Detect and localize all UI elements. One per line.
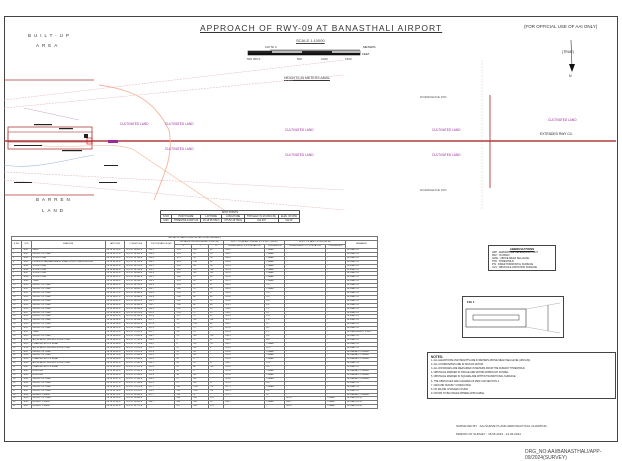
sub-header: PERMISSIBLE TOP ELEVATION	[224, 245, 265, 249]
obstacle-table	[11, 236, 378, 409]
note-item: 7. GROUND SURVEY CONDUCTED.	[431, 383, 472, 387]
table-row: 16 5016 GROUP OF TREE 26 18 34.55 N 075 52 18.286 E 318.5 -132 73 23 319.4 7.2 - - NOTAM V.S.	[12, 307, 378, 311]
figure-label: FIG 1	[467, 300, 475, 304]
table-row: 8 5008 STRUCTURE 26 18 34.91 N 075 52 18.381 E 315.1 -368 78 38 322.8 CLEAR - - NOTAM V.S.	[12, 276, 378, 280]
abbreviation-item: ARP : AERODROME REFERENCE POINT	[492, 251, 538, 254]
obstacle-table-title: OBSTACLE TABLE (IDENTIFICATION INSTRUMENT)	[12, 237, 378, 241]
note-item: 1. ALL ELEVATIONS AND HEIGHTS ARE IN METERS ABOVE MEAN SEA LEVEL (WGS-84).	[431, 359, 531, 363]
built-up-label-1: BUILT-UP	[28, 33, 72, 38]
table-row: 27 5027 GROUP OF TREE 26 18 33.82 N 075 52 17.612 E 312.8 13 -91 - 312.8 CLEAR - - NOTAM APP. FUNNEL	[12, 350, 378, 354]
surveyed-by: SURVEYED BY : AAI SURVEYS AND AERONAUTICAL CHARTING	[456, 424, 547, 428]
zone-label: CULTIVATED LAND	[120, 122, 149, 126]
abbreviation-item: AMSL : ABOVE MEAN SEA LEVEL	[492, 257, 530, 260]
abbreviations-box	[488, 245, 556, 271]
table-row: 28 5028 GROUP OF TREE 26 18 33.76 N 075 52 17.555 E 312.5 21 -92 - 312.5 CLEAR - - NOTAM APP. FUNNEL	[12, 354, 378, 358]
col-header: W.R.T. 1.6 (A) APP FUNNEL & 1.6 (W.T.) (IN M.)	[224, 241, 285, 245]
note-item: 8. NO MAJOR CHANGES FOUND.	[431, 387, 469, 391]
svg-text:METERS: METERS	[363, 45, 376, 49]
spot-header: POINT NAME	[171, 215, 200, 219]
table-row: 5 5005 STRUCTURE 26 18 35.02 N 075 52 18.211 E 313.1 -451 -87 -87 322.3 CLEAR - - NOTAM V.S.	[12, 264, 378, 268]
table-row: 33 5033 BUILDING 26 18 33.43 N 075 52 17.254 E 322.9 38 -64 - 322.9 CLEAR - - NOTAM APP. FUNNEL	[12, 374, 378, 378]
table-row: 15 5015 GROUP OF TREE 26 18 34.59 N 075 52 18.309 E 319.2 -146 86 86 323.1 8.6 - - NOTAM V.S.	[12, 303, 378, 307]
drawing-number: DRG_NO:AAI/BANASTHALI/APP-09/2024(SURVEY)	[525, 449, 602, 461]
sub-header: PERMISSIBLE TOP ELEVATION	[285, 245, 326, 249]
table-row: 17 5017 GROUP OF TREE 26 18 34.48 N 075 52 18.223 E 322.0 -126 72 22 319.2 9.1 - - NOTAM V.S.	[12, 311, 378, 315]
zone-label: CULTIVATED LAND	[432, 128, 461, 132]
sub-header: Y1	[209, 245, 224, 249]
table-row: 38 5038 MOBILE TOWER 26 18 33.11 N 075 52 16.954 E 327.7 136 -6 - 327.7 3.7 - - NOTAM APP. FUNNEL	[12, 393, 378, 397]
notes-box	[427, 352, 616, 399]
zone-label: CULTIVATED LAND	[285, 153, 314, 157]
spot-points-table	[160, 210, 300, 223]
table-row: 30 5030 APPROACH LIGHTING STRUCTURE 26 18 33.63 N 075 52 17.432 E 315.7 28 18 21 316.7 11.4 - - NOTAM V.S.	[12, 362, 378, 366]
scale-label: SCALE 1:10000	[296, 38, 325, 43]
table-row: 10 5010 GROUP OF TREE 26 18 34.81 N 075 52 18.123 E 320.3 -303 97 97 326.4 3.9 - - NOTAM V.S.	[12, 284, 378, 288]
spot-header: LONGITUDE	[222, 215, 245, 219]
note-item: 4. OBSTACLE MARKED IN CIRCLE ARE WITHIN APPROACH FUNNEL.	[431, 371, 510, 375]
table-row: 20 5020 GROUP OF TREE 26 18 34.28 N 075 52 18.042 E 327.8 -20 135 96 328.7 3.7 - - NOTAM V.S.	[12, 323, 378, 327]
note-item: 3. ALL DISTANCES ARE MEASURED IN METERS FROM THE RUNWAY THRESHOLD.	[431, 367, 526, 371]
spot-header: ELEV. OF R/W	[279, 215, 300, 219]
col-header: W.R.T. 1.6 (A,B,C,D,G,H) (IN M.)	[285, 241, 346, 245]
table-row: 25 5025 CHARTED BLOCK ROAD 26 18 33.96 N 075 52 17.733 E 314.0 6 -59 -21 320.2 CLEAR - - NOTAM V.S.	[12, 342, 378, 346]
note-item: 2. ALL COORDINATES ARE IN WGS-84 DATUM.	[431, 363, 484, 367]
sub-header: X	[175, 245, 192, 249]
svg-text:500: 500	[297, 57, 303, 61]
table-row: 21 5021 GROUP OF TREE 26 18 34.22 N 075 52 17.984 E 321.5 -20 73 72 322.9 8.5 - - NOTAM V.S.	[12, 327, 378, 331]
zone-label: CULTIVATED LAND	[165, 122, 194, 126]
spot-header: S.NO	[161, 215, 172, 219]
obstacle-table-body	[12, 249, 378, 409]
svg-text:500 250 0: 500 250 0	[247, 57, 261, 61]
table-row: 19 5019 GROUP OF TREE 26 18 34.35 N 075 52 18.108 E 322.1 -97 -38 -38 321.1 7.8 - - NOTAM V.S.	[12, 319, 378, 323]
table-row: 22 5022 TREE 26 18 34.15 N 075 52 17.921 E 321.7 -20 19 - 322.9 1.7 - - NOTAM/SURVEY STRIP	[12, 331, 378, 335]
col-header: TOP ELEVATION (M)	[147, 241, 175, 249]
table-row: 13 5013 GROUP OF TREE 26 18 34.67 N 075 52 18.484 E 319.8 -198 86 86 323.8 3.9 - - NOTAM V.S.	[12, 295, 378, 299]
abbreviation-item: OLS : OBSTACLE LIMITATION SURFACE	[492, 266, 538, 269]
spot-table-title: SPOT POINTS	[161, 211, 300, 215]
col-header: DISTANCE FROM RUNWAY STRIP (M)	[175, 241, 224, 245]
table-row: 23 5023 GROUP OF TREE 26 18 34.09 N 075 52 17.853 E 318.2 -11 -66 -16 316.3 8.8 - - NOTAM V.S.	[12, 334, 378, 338]
table-row: 11 5011 GROUP OF TREE 26 18 34.77 N 075 52 18.642 E 319.7 -268 78 78 320.9 CLEAR - - NOTAM V.S.	[12, 288, 378, 292]
note-item: 5. OBSTACLE MARKED IN SQUARE ARE WITHIN TRANSITIONAL SURFACE.	[431, 375, 517, 379]
heights-note: HEIGHTS IN METERS AMSL	[284, 76, 330, 80]
table-row: 12 5012 GROUP OF TREE 26 18 34.72 N 075 52 18.585 E 320.4 -229 67 67 326.4 3.9 - - NOTAM V.S.	[12, 291, 378, 295]
extended-centerline-label: EXTENDED RWY C/L	[540, 132, 573, 136]
north-letter: N	[569, 74, 572, 78]
abbreviation-item: THR : THRESHOLD	[492, 260, 514, 263]
svg-text:1500: 1500	[345, 57, 352, 61]
table-row: 1 5001 GATE 26 18 35.29 N 075 52 18.452 E 314.1 -523 105 96 326.2 CLEAR - - NOTAM V.S.	[12, 249, 378, 253]
spot-header: TOP ELEV. IN M (WGS 84)	[244, 215, 278, 219]
table-row: 7 5007 STRUCTURE 26 18 34.93 N 075 52 18.484 E 314.8 -407 -85 -85 322.3 CLEAR - - NOTAM V.S.	[12, 272, 378, 276]
svg-text:1000: 1000	[321, 57, 328, 61]
table-row: 4 5004 DEFENCE HANGAR BEACH FINAL STRUCTURE BUILDING 26 18 35.06 N 075 52 18.125 E 318.1 -463 136 96 324.9 CLEAR - - NOTAM V.S.	[12, 260, 378, 264]
sub-header: DIFFERENCE	[326, 245, 346, 249]
col-header: S.NO.	[12, 241, 22, 249]
table-row: 3 5003 STRUCTURE 26 18 35.14 N 075 52 18.784 E 314.6 -475 -47 -47 320.9 CLEAR - - NOTAM V.S.	[12, 256, 378, 260]
spot-header: LATITUDE	[201, 215, 222, 219]
chart-title: APPROACH OF RWY-09 AT BANASTHALI AIRPORT	[200, 23, 443, 33]
funnel-diagram	[463, 297, 563, 337]
abbreviation-item: IHS : INNER HORIZONTAL SURFACE	[492, 263, 534, 266]
table-row: 32 5032 BUILDING 26 18 33.49 N 075 52 17.312 E 322.9 36 0 - 322.9 CLEAR - - NOTAM APP. FUNNEL	[12, 370, 378, 374]
zone-label: CULTIVATED LAND	[285, 128, 314, 132]
table-row: 37 5037 GROUP OF TREE 26 18 33.18 N 075 52 17.011 E 320.3 135 -140 -18 320.3 3.8 - - NOTAM V.S.	[12, 389, 378, 393]
divergence-bottom-label: DIVERGENCE 15%	[420, 188, 447, 192]
svg-text:FEET: FEET	[362, 52, 370, 56]
table-row: 35 5035 GROUP OF TREE 26 18 33.31 N 075 52 17.134 E 322.3 72 -98 27 322.3 8.6 - - NOTAM V.S.	[12, 381, 378, 385]
abbreviation-item: RWY : RUNWAY	[492, 254, 510, 257]
notes-title: NOTES:	[431, 355, 444, 359]
col-header: FEATURE	[31, 241, 105, 249]
zone-label: CULTIVATED LAND	[432, 153, 461, 157]
funnel-figure	[462, 296, 564, 338]
table-row: 26 5026 APPROACH LIGHTING STRUCTURE 26 18 33.89 N 075 52 17.674 E 311.1 11 -66 8 323.5 10.1 - - NOTAM V.S.	[12, 346, 378, 350]
table-row: 1000 THRESHOLD RWY-09 26 18 35.789 N 075 52 18.789 E 312.070 312.07	[161, 219, 300, 223]
table-row: 14 5014 GROUP OF TREE 26 18 34.63 N 075 52 18.411 E 320.1 -182 75 75 322.8 8.6 - - NOTAM V.S.	[12, 299, 378, 303]
table-row: 40 5040 MOBILE TOWER 26 18 32.98 N 075 52 16.832 E 336.7 189 335 20 336.7 CLEAR 359.7 CLEAR NOTAM (I.H.S.)	[12, 401, 378, 405]
sub-header: DIFFERENCE	[265, 245, 285, 249]
table-row: 6 5006 STRUCTURE 26 18 34.96 N 075 52 18.734 E 313.1 -440 -78 -38 322.3 CLEAR - - NOTAM V.S.	[12, 268, 378, 272]
built-up-label-2: AREA	[36, 43, 61, 48]
table-row: 41 5041 MOBILE TOWER 26 18 32.92 N 075 52 16.771 E - 227 318 225 - - 361.0 CLEAR NOTAM (I.H.S.)	[12, 405, 378, 409]
survey-period: PERIOD OF SURVEY : 18.06.2024 - 21.06.2024	[456, 432, 521, 436]
table-row: 29 5029 CHARTED BLOCK ROAD 26 18 33.69 N 075 52 17.493 E 312.9 26 0 - 312.9 CLEAR - - NOTAM APP. FUNNEL	[12, 358, 378, 362]
table-row: 2 5002 GROUP OF TREE 26 18 35.21 N 075 52 18.192 E 316.8 -493 18 18 332.2 CLEAR - - NOTAM V.S.	[12, 252, 378, 256]
note-item: 6. THE OBSTACLES ARE CLEARED AS PER CAR SECTION 4.	[431, 379, 500, 383]
zone-label: CULTIVATED LAND	[548, 118, 577, 122]
north-true-label: (TRUE)	[562, 50, 574, 54]
table-row: 24 5024 APPROACH LIGHTING STRUCTURE 26 18 34.02 N 075 52 17.791 E 313.5 -1 21 21 316.3 8.6 - - NOTAM V.S.	[12, 338, 378, 342]
table-row: 39 5039 GROUP OF TREE 26 18 33.05 N 075 52 16.893 E - 186 318 270 - - 361.0 CLEAR NOTAM (I.H.S.)	[12, 397, 378, 401]
divergence-top-label: DIVERGENCE 15%	[420, 95, 447, 99]
col-header: LATITUDE	[105, 241, 125, 249]
abbreviations-title: ABBREVIATIONS	[509, 247, 535, 251]
barren-label-2: LAND	[42, 208, 67, 213]
table-row: 34 5034 GROUP OF TREE 26 18 33.37 N 075 52 17.193 E 323.0 72 -95 - 323.0 CLEAR - - NOTAM APP. FUNNEL	[12, 377, 378, 381]
table-row: 31 5031 CHARTED BLOCK ROAD 26 18 33.56 N 075 52 17.371 E 321.4 31 86 -90 321.4 8.6 - - NOTAM V.S.	[12, 366, 378, 370]
table-row: 36 5036 GROUP OF TREE 26 18 33.24 N 075 52 17.072 E 327.7 130 -108 -73 327.7 CLEAR - - NOTAM V.S.	[12, 385, 378, 389]
note-item: 9. NOTAM TO BE ISSUED WHERE APPLICABLE.	[431, 391, 485, 395]
col-header: LONGITUDE	[125, 241, 147, 249]
approach-map	[4, 60, 616, 210]
barren-label-1: BARREN	[36, 197, 73, 202]
table-row: 18 5018 GROUP OF TREE 26 18 34.41 N 075 52 18.152 E 321.4 -117 -77 27 322.9 11.7 - - NOTAM V.S.	[12, 315, 378, 319]
svg-text:100 50 0: 100 50 0	[265, 45, 277, 49]
sub-header: Y	[192, 245, 209, 249]
official-use-note: (FOR OFFICIAL USE OF AAI ONLY)	[524, 24, 598, 29]
zone-label: CULTIVATED LAND	[165, 147, 194, 151]
col-header: UID	[22, 241, 31, 249]
table-row: 9 5009 TREE 26 18 34.86 N 075 52 18.286 E 318.3 -323 95 81 322.1 CLEAR - - NOTAM V.S.	[12, 280, 378, 284]
col-header: REMARKS	[346, 241, 378, 249]
